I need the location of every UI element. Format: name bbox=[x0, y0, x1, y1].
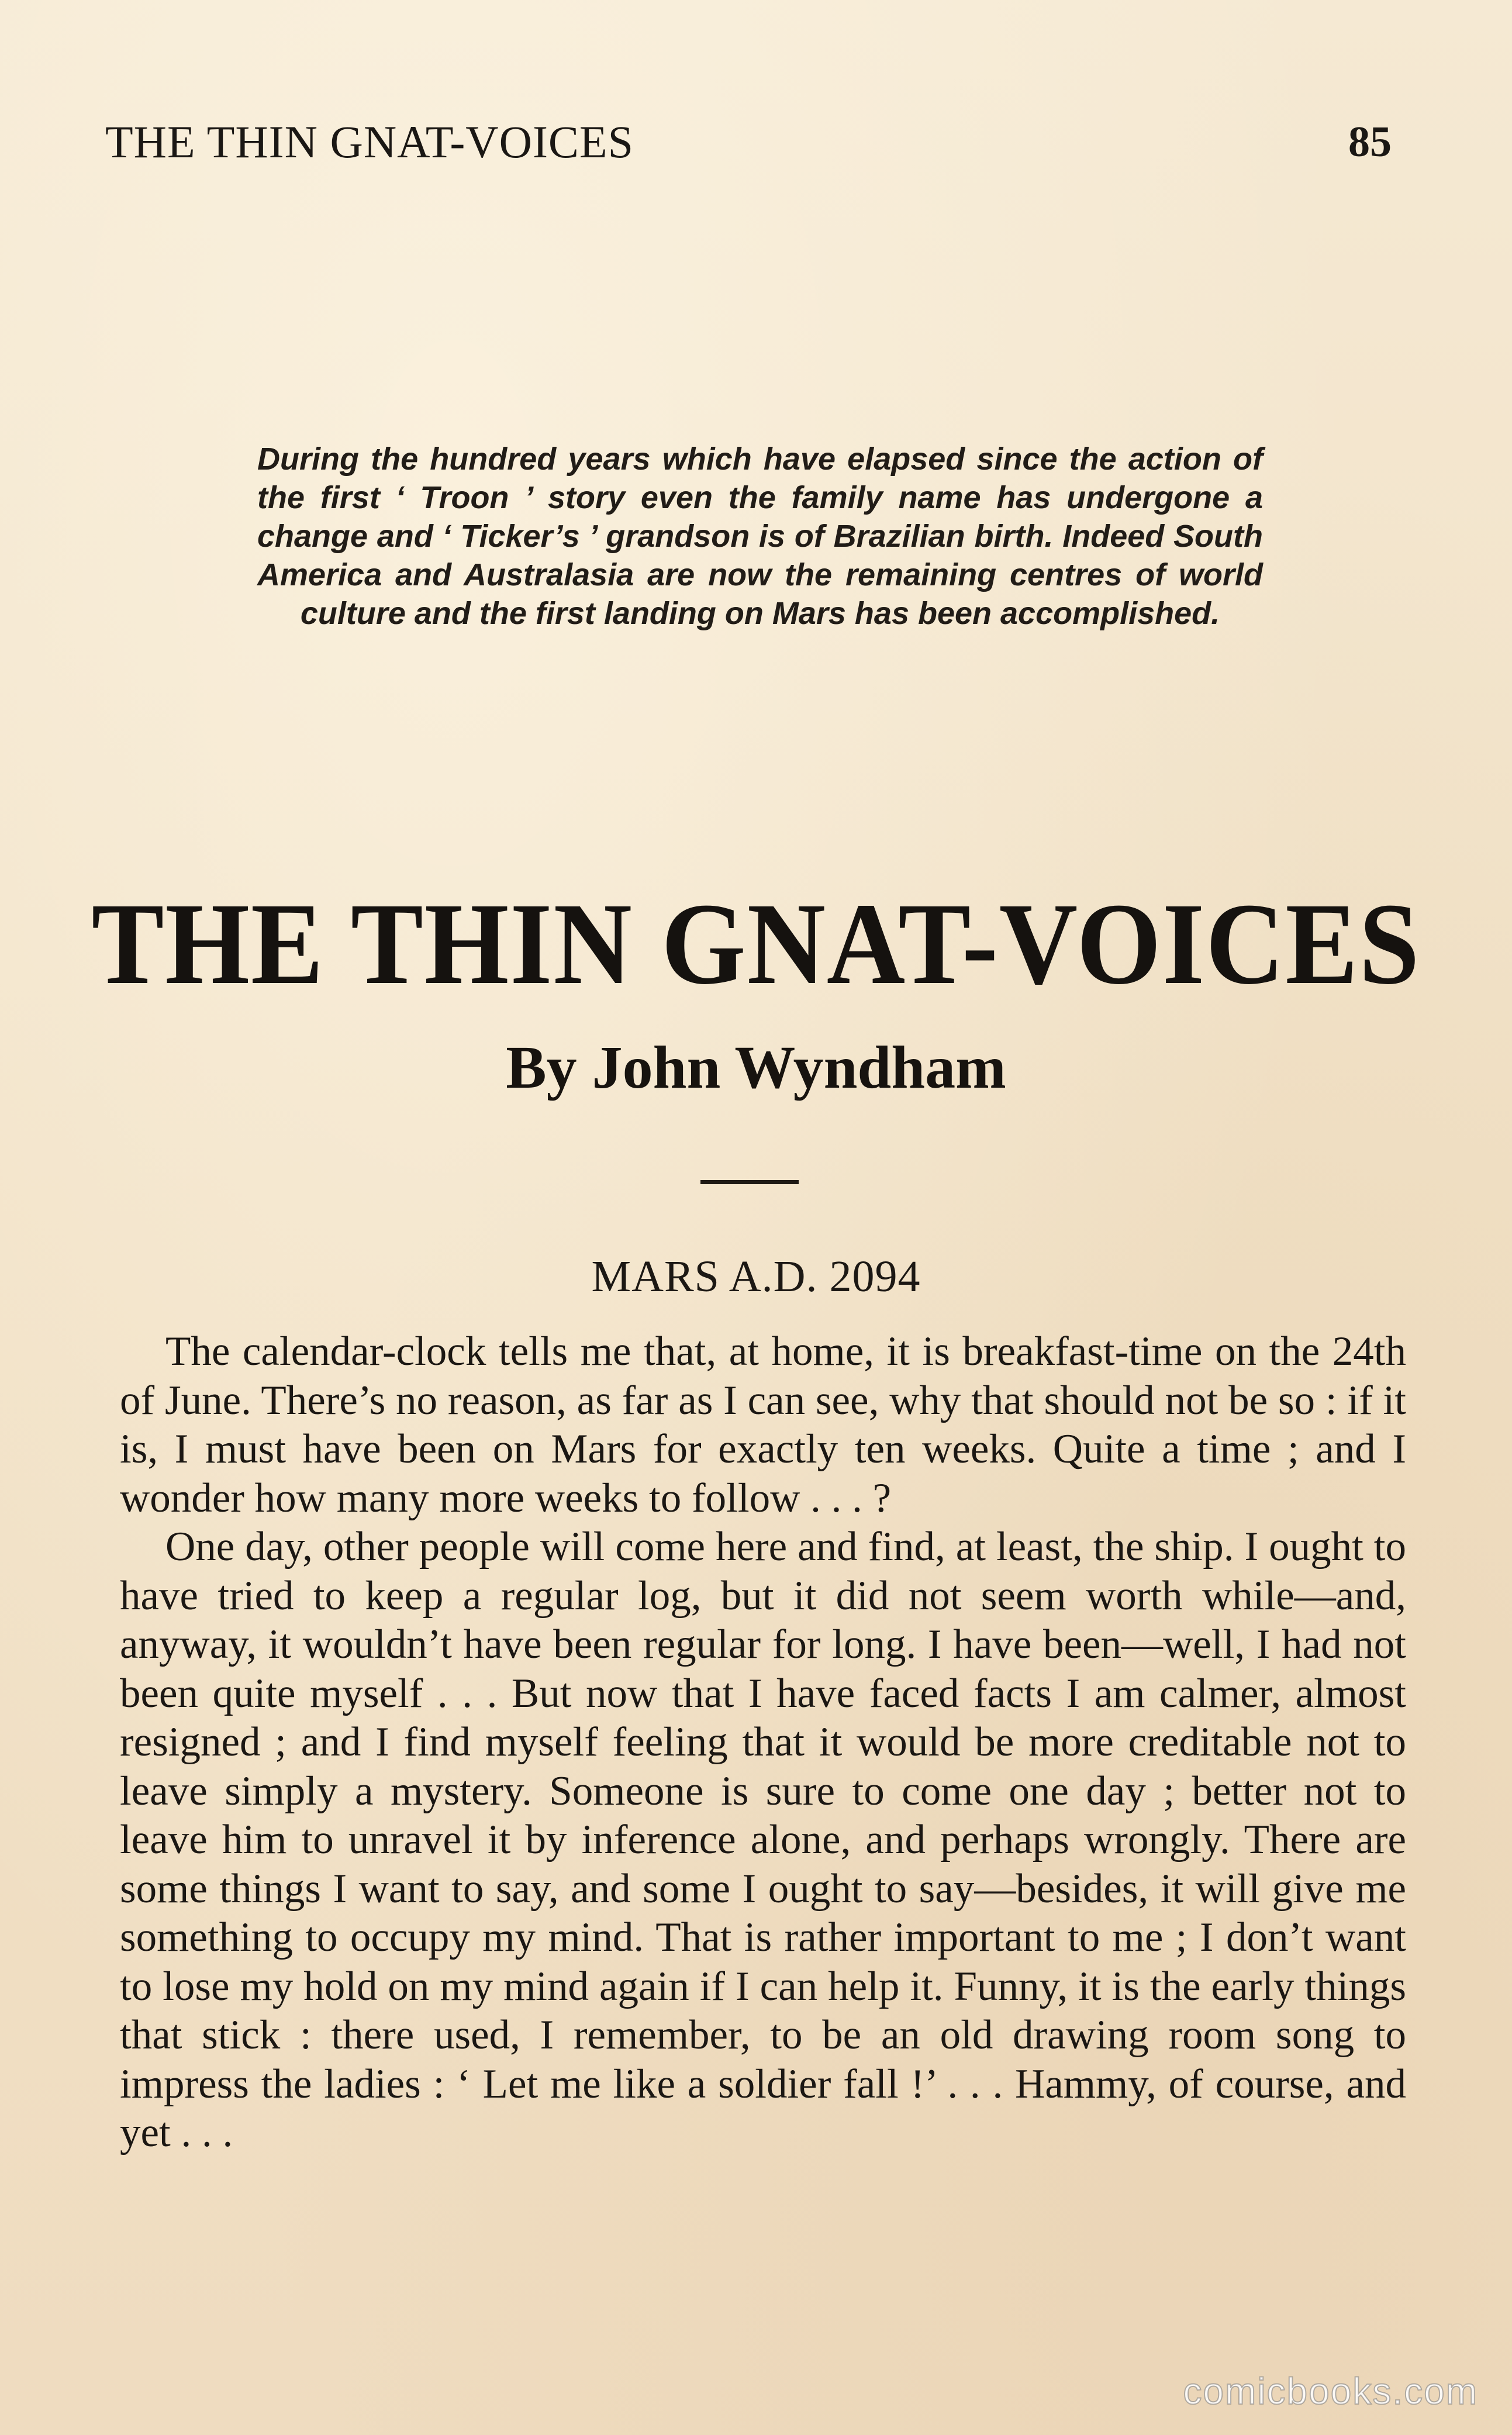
running-title: THE THIN GNAT-VOICES bbox=[105, 116, 634, 167]
story-body bbox=[120, 1327, 1406, 2158]
running-head bbox=[105, 116, 1392, 168]
page-number: 85 bbox=[1348, 118, 1392, 166]
story-title: THE THIN GNAT-VOICES bbox=[91, 880, 1421, 1009]
author-byline: By John Wyndham bbox=[506, 1034, 1006, 1101]
title-divider-rule bbox=[700, 1180, 799, 1184]
body-paragraph: One day, other people will come here and find, at least, the ship. I ought to have tried to keep a regular log, but it did not seem worth while—and, anyway, it wouldn’t have been regular for long. I have been—well, I had not been quite myself . . . But now that I have faced facts I am calmer, almost resigned ; and I find myself feeling that it would be more creditable not to leave simply a mystery. Someone is sure to come one day ; better not to leave him to unravel it by inference alone, and perhaps wrongly. There are some things I want to say, and some I ought to say—besides, it will give me something to occupy my mind. That is rather important to me ; I don’t want to lose my hold on my mind again if I can help it. Funny, it is the early things that stick : there used, I remember, to be an old drawing room song to impress the ladies : ‘ Let me like a soldier fall !’ . . . Hammy, of course, and yet . . . bbox=[120, 1524, 1406, 2155]
body-paragraph: The calendar-clock tells me that, at home, it is breakfast-time on the 24th of June. There’s no reason, as far as I can see, why that should not be so : if it is, I must have been on Mars for exactly ten weeks. Quite a time ; and I wonder how many more weeks to follow . . . ? bbox=[120, 1329, 1406, 1521]
story-intro-blurb: During the hundred years which have elapsed since the action of the first ‘ Troon ’ story even the family name has undergone a change and ‘ Ticker’s ’ grandson is of Brazilian birth. Indeed South America and Australasia are now the remaining centres of world culture and the first landing on Mars has been accomplished. bbox=[257, 442, 1263, 631]
watermark: comicbooks.com bbox=[1183, 2370, 1478, 2412]
section-heading: MARS A.D. 2094 bbox=[591, 1252, 921, 1301]
